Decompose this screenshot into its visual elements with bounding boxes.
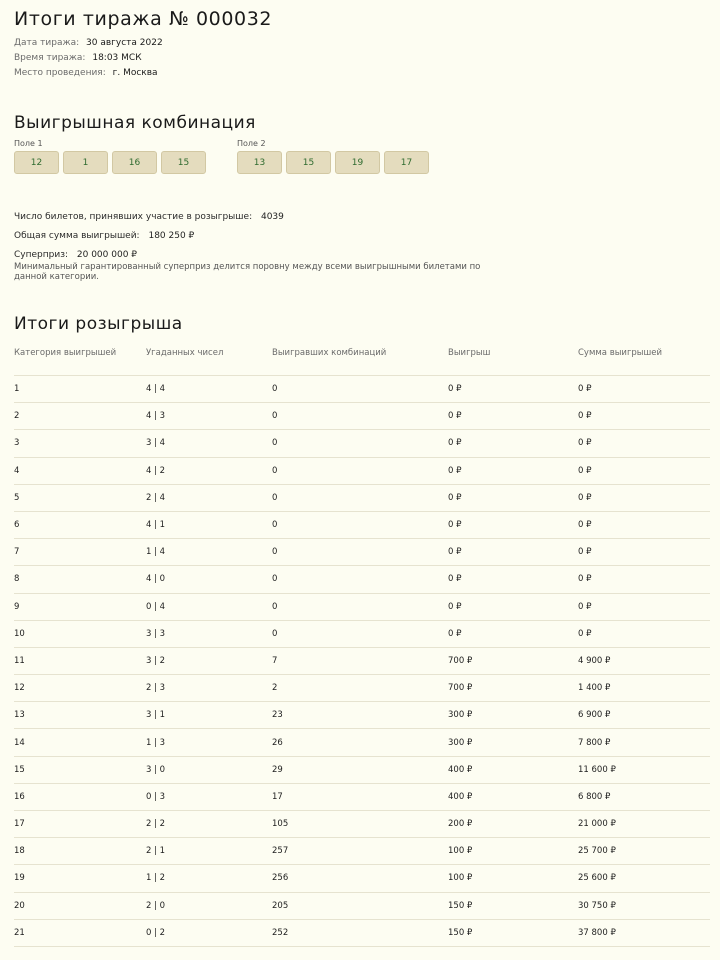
cell-prize: 0 ₽ [448,430,578,457]
table-row [14,865,710,892]
cell-prize: 700 ₽ [448,675,578,702]
cell-winning-combos: 0 [272,403,448,430]
cell-category: 8 [14,566,146,593]
table-row [14,539,710,566]
cell-guessed: 2 | 1 [146,838,272,865]
total-winnings [14,231,194,241]
table-row [14,457,710,484]
cell-prize: 0 ₽ [448,539,578,566]
cell-prize: 0 ₽ [448,403,578,430]
page-title: Итоги тиража № 000032 [14,8,273,30]
col-winning-combos: Выигравших комбинаций [272,345,448,376]
table-row [14,403,710,430]
field1-balls [14,151,206,174]
cell-prize: 150 ₽ [448,892,578,919]
cell-winning-combos: 0 [272,566,448,593]
cell-category: 7 [14,539,146,566]
table-row [14,783,710,810]
draw-time [14,53,142,63]
cell-category: 19 [14,865,146,892]
draw-time-value: 18:03 МСК [92,53,142,63]
cell-guessed: 3 | 0 [146,756,272,783]
cell-category: 1 [14,376,146,403]
cell-total: 0 ₽ [578,566,710,593]
cell-guessed: 4 | 4 [146,376,272,403]
cell-winning-combos: 0 [272,484,448,511]
cell-category: 16 [14,783,146,810]
cell-total: 0 ₽ [578,457,710,484]
table-row [14,593,710,620]
cell-category: 2 [14,403,146,430]
cell-prize: 0 ₽ [448,593,578,620]
cell-winning-combos: 0 [272,430,448,457]
table-row [14,566,710,593]
cell-total: 6 900 ₽ [578,702,710,729]
table-row [14,919,710,946]
cell-guessed: 3 | 3 [146,620,272,647]
draw-date-value: 30 августа 2022 [86,38,163,48]
cell-category: 20 [14,892,146,919]
col-total: Сумма выигрышей [578,345,710,376]
cell-category: 10 [14,620,146,647]
cell-prize: 100 ₽ [448,865,578,892]
table-header-row [14,345,710,376]
superprize-label: Суперприз: [14,250,69,260]
cell-total: 11 600 ₽ [578,756,710,783]
cell-category: 12 [14,675,146,702]
col-guessed: Угаданных чисел [146,345,272,376]
ball: 1 [63,151,108,174]
ball: 12 [14,151,59,174]
cell-guessed: 1 | 2 [146,865,272,892]
cell-category: 15 [14,756,146,783]
table-row [14,892,710,919]
cell-total: 0 ₽ [578,511,710,538]
cell-winning-combos: 26 [272,729,448,756]
ball: 17 [384,151,429,174]
superprize-note: Минимальный гарантированный суперприз делится поровну между всеми выигрышными билетами по данной категории. [14,262,481,282]
cell-category: 9 [14,593,146,620]
cell-total: 4 900 ₽ [578,647,710,674]
cell-winning-combos: 256 [272,865,448,892]
cell-guessed: 2 | 3 [146,675,272,702]
tickets-label: Число билетов, принявших участие в розыгрыше: [14,212,253,222]
table-row [14,811,710,838]
total-label: Общая сумма выигрышей: [14,231,140,241]
cell-total: 6 800 ₽ [578,783,710,810]
superprize [14,250,137,260]
cell-guessed: 2 | 4 [146,484,272,511]
cell-winning-combos: 0 [272,511,448,538]
draw-place [14,68,158,78]
draw-date [14,38,163,48]
table-row [14,838,710,865]
tickets-value: 4039 [260,212,284,222]
cell-total: 21 000 ₽ [578,811,710,838]
cell-guessed: 2 | 0 [146,892,272,919]
cell-total: 1 400 ₽ [578,675,710,702]
cell-prize: 200 ₽ [448,811,578,838]
cell-guessed: 0 | 4 [146,593,272,620]
combination-heading: Выигрышная комбинация [14,113,256,133]
superprize-value: 20 000 000 ₽ [76,250,138,260]
cell-winning-combos: 257 [272,838,448,865]
table-row [14,647,710,674]
table-body [14,376,710,947]
cell-prize: 300 ₽ [448,729,578,756]
cell-guessed: 3 | 2 [146,647,272,674]
cell-total: 7 800 ₽ [578,729,710,756]
cell-total: 0 ₽ [578,430,710,457]
cell-winning-combos: 2 [272,675,448,702]
ball: 13 [237,151,282,174]
tickets-count [14,212,284,222]
cell-prize: 0 ₽ [448,620,578,647]
cell-winning-combos: 0 [272,457,448,484]
table-row [14,620,710,647]
ball: 19 [335,151,380,174]
cell-winning-combos: 0 [272,539,448,566]
table-row [14,756,710,783]
cell-total: 0 ₽ [578,620,710,647]
field1-label: Поле 1 [14,139,43,148]
cell-winning-combos: 0 [272,376,448,403]
cell-guessed: 2 | 2 [146,811,272,838]
table-row [14,430,710,457]
cell-winning-combos: 205 [272,892,448,919]
cell-prize: 0 ₽ [448,484,578,511]
cell-total: 0 ₽ [578,376,710,403]
table-row [14,376,710,403]
table-row [14,511,710,538]
cell-guessed: 3 | 4 [146,430,272,457]
cell-total: 37 800 ₽ [578,919,710,946]
cell-winning-combos: 0 [272,593,448,620]
cell-category: 14 [14,729,146,756]
draw-place-label: Место проведения: [14,68,106,78]
total-value: 180 250 ₽ [148,231,195,241]
cell-guessed: 0 | 3 [146,783,272,810]
results-heading: Итоги розыгрыша [14,314,183,334]
cell-total: 25 700 ₽ [578,838,710,865]
cell-total: 0 ₽ [578,593,710,620]
table-row [14,675,710,702]
cell-guessed: 4 | 1 [146,511,272,538]
cell-total: 0 ₽ [578,403,710,430]
cell-guessed: 0 | 2 [146,919,272,946]
cell-winning-combos: 0 [272,620,448,647]
ball: 16 [112,151,157,174]
cell-prize: 0 ₽ [448,511,578,538]
cell-winning-combos: 7 [272,647,448,674]
draw-place-value: г. Москва [112,68,158,78]
cell-total: 30 750 ₽ [578,892,710,919]
cell-category: 4 [14,457,146,484]
cell-prize: 700 ₽ [448,647,578,674]
cell-guessed: 4 | 2 [146,457,272,484]
col-category: Категория выигрышей [14,345,146,376]
cell-category: 6 [14,511,146,538]
cell-prize: 100 ₽ [448,838,578,865]
table-row [14,484,710,511]
cell-category: 17 [14,811,146,838]
cell-guessed: 1 | 4 [146,539,272,566]
cell-prize: 400 ₽ [448,756,578,783]
cell-guessed: 4 | 0 [146,566,272,593]
cell-guessed: 3 | 1 [146,702,272,729]
cell-category: 11 [14,647,146,674]
col-prize: Выигрыш [448,345,578,376]
cell-prize: 150 ₽ [448,919,578,946]
cell-category: 13 [14,702,146,729]
draw-date-label: Дата тиража: [14,38,80,48]
cell-prize: 0 ₽ [448,376,578,403]
cell-winning-combos: 23 [272,702,448,729]
cell-prize: 0 ₽ [448,566,578,593]
ball: 15 [161,151,206,174]
cell-total: 0 ₽ [578,484,710,511]
cell-winning-combos: 252 [272,919,448,946]
field2-label: Поле 2 [237,139,266,148]
table-row [14,702,710,729]
cell-prize: 300 ₽ [448,702,578,729]
cell-category: 3 [14,430,146,457]
cell-prize: 400 ₽ [448,783,578,810]
cell-category: 21 [14,919,146,946]
ball: 15 [286,151,331,174]
cell-total: 0 ₽ [578,539,710,566]
draw-time-label: Время тиража: [14,53,86,63]
cell-guessed: 4 | 3 [146,403,272,430]
table-row [14,729,710,756]
cell-prize: 0 ₽ [448,457,578,484]
cell-winning-combos: 29 [272,756,448,783]
cell-winning-combos: 105 [272,811,448,838]
cell-total: 25 600 ₽ [578,865,710,892]
cell-category: 5 [14,484,146,511]
results-table [14,345,710,947]
cell-guessed: 1 | 3 [146,729,272,756]
field2-balls [237,151,429,174]
cell-winning-combos: 17 [272,783,448,810]
cell-category: 18 [14,838,146,865]
